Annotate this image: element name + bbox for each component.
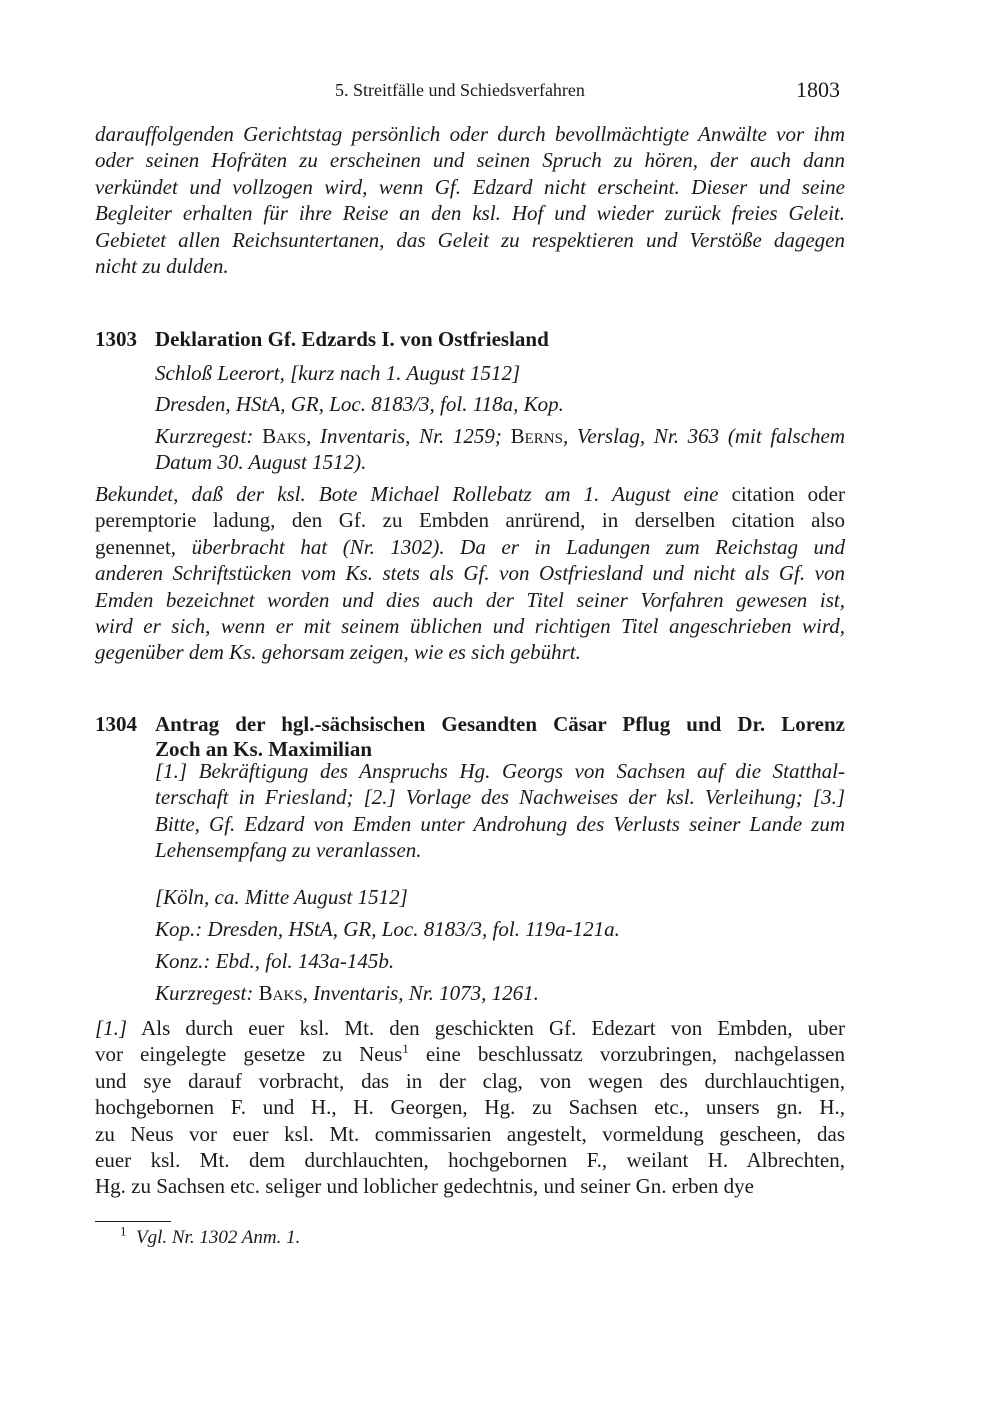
text-segment: darauffolgenden Gerichtstag persönlich oder durch bevollmächtigte Anwälte vor ihm [95, 122, 845, 146]
text-line [95, 639, 845, 665]
text-line [155, 391, 845, 417]
footnote-rule [95, 1221, 171, 1222]
text-segment: Als durch euer ksl. Mt. den geschickten Gf. Edezart von Embden, uber [127, 1016, 845, 1040]
text-line [95, 1041, 845, 1067]
place-date [155, 360, 845, 386]
text-line [155, 811, 845, 837]
text-line [95, 1068, 845, 1094]
text-segment: Gebietet allen Reichsuntertanen, das Geleit zu respektieren und Verstöße dagegen [95, 227, 845, 252]
text-segment: Baks [262, 424, 307, 448]
content-summary [155, 758, 845, 864]
text-line [155, 423, 845, 449]
text-line [95, 560, 845, 586]
text-segment: nicht zu dulden. [95, 254, 229, 279]
text-line [95, 1121, 845, 1147]
text-segment: oder seinen Hofräten zu erscheinen und seinen Spruch zu hören, der auch dann [95, 148, 845, 173]
text-line [95, 613, 845, 639]
text-segment: [1.] [95, 1016, 128, 1040]
text-line [95, 1015, 845, 1041]
document-text [95, 1015, 845, 1200]
text-segment: Schloß Leerort, [kurz nach 1. August 1512] [155, 361, 521, 385]
text-segment: Lehensempfang zu veranlassen. [155, 838, 422, 863]
text-line [95, 1094, 845, 1120]
continued-summary [95, 121, 845, 279]
text-segment: , Inventaris, Nr. 1073, 1261. [302, 981, 539, 1005]
text-segment: [1.] Bekräftigung des Anspruchs Hg. Georgs von Sachsen auf die Statthal- [155, 759, 845, 783]
text-segment: Hg. zu Sachsen etc. seliger und loblicher gedechtnis, und seiner Gn. erben dye [95, 1174, 754, 1199]
text-line [95, 253, 845, 279]
document-number: 1304 [95, 712, 137, 736]
running-title: 5. Streitfälle und Schiedsverfahren [335, 80, 585, 100]
text-line [95, 200, 845, 226]
text-segment: anderen Schriftstücken vom Ks. stets als Gf. von Ostfriesland und nicht als Gf. von [95, 561, 845, 586]
text-line [155, 449, 845, 475]
text-line [95, 481, 845, 507]
document-number: 1303 [95, 327, 137, 351]
text-segment: euer ksl. Mt. dem durchlauchten, hochgebornen F., weilant H. Albrechten, [95, 1148, 845, 1173]
text-line [95, 1173, 845, 1199]
draft-source [155, 948, 845, 974]
text-segment: und sye darauf vorbracht, das in der clag, von wegen des durchlauchtigen, [95, 1068, 845, 1093]
place-date [155, 884, 845, 910]
summary-body [95, 481, 845, 666]
text-segment: [Köln, ca. Mitte August 1512] [155, 885, 408, 909]
text-line [155, 758, 845, 784]
text-segment: terschaft in Friesland; [2.] Vorlage des Nachweises der ksl. Verleihung; [3.] [155, 785, 845, 810]
text-line [95, 1147, 845, 1173]
text-segment: Kurzregest: [155, 424, 263, 448]
text-segment: peremptorie ladung, den Gf. zu Embden anrürend, in derselben citation also [95, 508, 845, 533]
text-line [155, 837, 845, 863]
text-line [155, 980, 845, 1006]
text-segment: Bitte, Gf. Edzard von Emden unter Androhung des Verlusts seiner Lande zum [155, 811, 845, 836]
text-segment: , Verslag, Nr. 363 (mit falschem [562, 424, 845, 448]
text-line [155, 948, 845, 974]
text-segment: Datum 30. August 1512). [155, 450, 367, 475]
text-segment: Baks [258, 981, 303, 1005]
text-segment: Berns [510, 424, 563, 448]
text-segment: eine beschlussatz vorzubringen, nachgelassen [408, 1042, 845, 1067]
text-segment: citation oder [731, 482, 845, 506]
text-line [95, 227, 845, 253]
document-title: Deklaration Gf. Edzards I. von Ostfriesland [155, 327, 549, 351]
regest [155, 980, 845, 1006]
text-segment: , Inventaris, Nr. 1259; [306, 424, 511, 448]
text-line [95, 147, 845, 173]
text-segment: Kop.: Dresden, HStA, GR, Loc. 8183/3, fol. 119a-121a. [155, 917, 620, 941]
text-segment: Emden bezeichnet worden und dies auch der Titel seiner Vorfahren gewesen ist, [95, 587, 845, 612]
text-segment: Dresden, HStA, GR, Loc. 8183/3, fol. 118a, Kop. [155, 392, 564, 416]
text-segment: vor eingelegte gesetze zu Neus [95, 1042, 403, 1067]
document-title-line: Antrag der hgl.-sächsischen Gesandten Cäsar Pflug und Dr. Lorenz [155, 712, 845, 736]
text-segment: zu Neus vor euer ksl. Mt. commissarien angestelt, vormeldung gescheen, das [95, 1121, 845, 1146]
footnote-mark: 1 [120, 1223, 127, 1239]
text-segment: Begleiter erhalten für ihre Reise an den ksl. Hof und wieder zurück freies Geleit. [95, 201, 845, 226]
text-line [95, 174, 845, 200]
text-segment: Bekundet, daß der ksl. Bote Michael Rollebatz am 1. August eine [95, 482, 732, 506]
text-line [155, 916, 845, 942]
source [155, 391, 845, 417]
text-segment: Konz.: Ebd., fol. 143a-145b. [155, 949, 395, 973]
text-segment: Kurzregest: [155, 981, 259, 1005]
regest [155, 423, 845, 476]
text-segment: verkündet und vollzogen wird, wenn Gf. Edzard nicht erscheint. Dieser und seine [95, 174, 845, 199]
text-line [155, 884, 845, 910]
text-segment: genennet [95, 534, 171, 559]
text-segment: hochgebornen F. und H., H. Georgen, Hg. zu Sachsen etc., unsers gn. H., [95, 1095, 845, 1120]
text-segment: , überbracht hat (Nr. 1302). Da er in Ladungen zum Reichstag und [170, 534, 845, 559]
copy-source [155, 916, 845, 942]
text-line [155, 784, 845, 810]
text-line [95, 507, 845, 533]
page-number: 1803 [796, 77, 840, 102]
document-title-line: Zoch an Ks. Maximilian [155, 737, 373, 761]
footnote [120, 1223, 301, 1249]
footnote-reference: 1 [402, 1041, 409, 1057]
text-segment: wird er sich, wenn er mit seinem üblichen und richtigen Titel angeschrieben wird, [95, 614, 845, 639]
text-line [95, 121, 845, 147]
text-segment: gegenüber dem Ks. gehorsam zeigen, wie es sich gebührt. [95, 640, 581, 665]
text-line [95, 587, 845, 613]
text-line [155, 360, 845, 386]
footnote-text: Vgl. Nr. 1302 Anm. 1. [136, 1227, 301, 1248]
text-line [95, 534, 845, 560]
